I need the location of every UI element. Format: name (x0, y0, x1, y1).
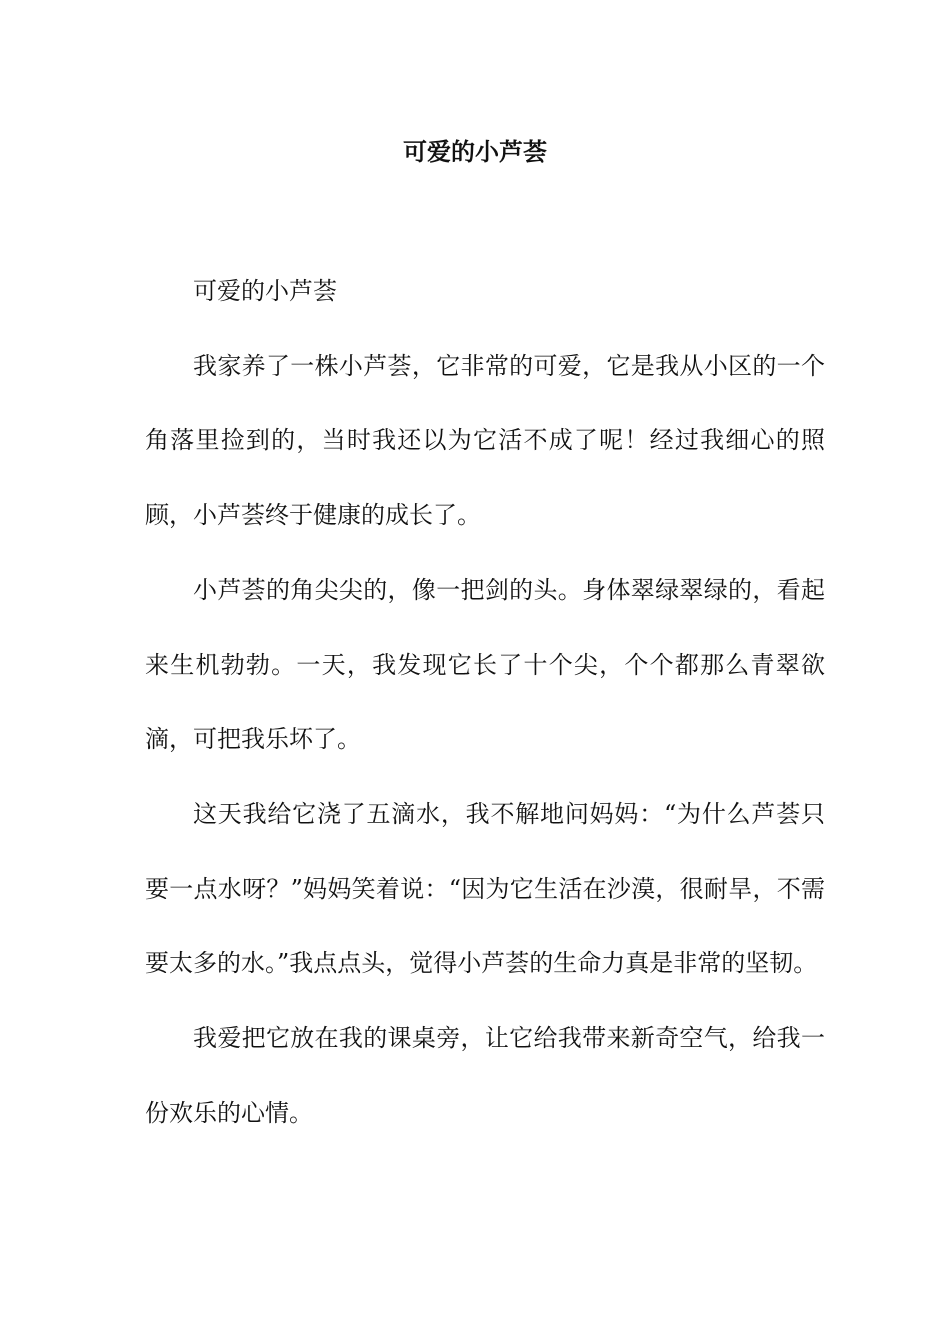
document-body (145, 254, 825, 1150)
paragraph-2: 小芦荟的角尖尖的，像一把剑的头。身体翠绿翠绿的，看起来生机勃勃。一天，我发现它长了十个尖，个个都那么青翠欲滴，可把我乐坏了。 (145, 575, 825, 754)
paragraph-subtitle: 可爱的小芦荟 (193, 277, 337, 305)
document-title: 可爱的小芦荟 (403, 137, 547, 166)
paragraph-1: 我家养了一株小芦荟，它非常的可爱，它是我从小区的一个角落里捡到的，当时我还以为它活不成了呢！经过我细心的照顾，小芦荟终于健康的成长了。 (145, 351, 825, 530)
paragraph-3: 这天我给它浇了五滴水，我不解地问妈妈：“为什么芦荟只要一点水呀？”妈妈笑着说：“因为它生活在沙漠，很耐旱，不需要太多的水。”我点点头，觉得小芦荟的生命力真是非常的坚韧。 (145, 799, 825, 978)
paragraph-4: 我爱把它放在我的课桌旁，让它给我带来新奇空气，给我一份欢乐的心情。 (145, 1024, 825, 1127)
